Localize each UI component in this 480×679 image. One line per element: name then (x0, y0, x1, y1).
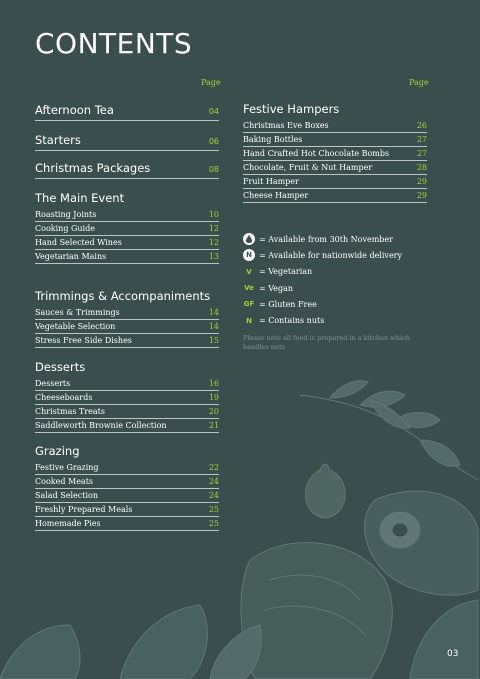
drop-icon (243, 233, 255, 245)
toc-item-label: Hand Crafted Hot Chocolate Bombs (243, 149, 390, 158)
section-heading-row (35, 133, 219, 151)
section-title: Afternoon Tea (35, 103, 114, 117)
gluten-free-icon: GF (243, 300, 255, 309)
page-number: 24 (208, 491, 219, 500)
toc-item[interactable] (35, 391, 219, 405)
toc-item[interactable] (243, 189, 427, 203)
toc-item-label: Vegetable Selection (35, 322, 116, 331)
toc-item[interactable] (35, 377, 219, 391)
legend-item (243, 312, 402, 328)
toc-item[interactable] (35, 334, 219, 348)
toc-item-label: Festive Grazing (35, 463, 99, 472)
page-number: 12 (208, 238, 219, 247)
toc-item[interactable] (35, 250, 219, 264)
page-number: 27 (416, 149, 427, 158)
section-heading (35, 360, 219, 377)
toc-section-main-event (35, 191, 219, 264)
vegan-icon: Ve (244, 284, 254, 293)
page-number: 19 (208, 393, 219, 402)
page-number: 28 (416, 163, 427, 172)
section-heading (35, 289, 219, 306)
toc-item-label: Cooking Guide (35, 224, 95, 233)
toc-section-festive-hampers (243, 102, 427, 203)
toc-section-trimmings (35, 289, 219, 348)
toc-item-label: Chocolate, Fruit & Nut Hamper (243, 163, 373, 172)
legend-item (243, 231, 402, 247)
legend-item (243, 247, 402, 263)
dietary-legend (243, 231, 402, 329)
toc-item[interactable] (35, 405, 219, 419)
toc-item-label: Hand Selected Wines (35, 238, 122, 247)
toc-item[interactable] (35, 208, 219, 222)
legend-text: = Available from 30th November (259, 234, 393, 244)
section-title: Desserts (35, 360, 86, 374)
toc-section-christmas-packages[interactable] (35, 161, 219, 179)
toc-item-label: Baking Bottles (243, 135, 303, 144)
toc-item-label: Homemade Pies (35, 519, 101, 528)
legend-item (243, 264, 402, 280)
toc-section-grazing (35, 444, 219, 531)
section-title: Festive Hampers (243, 102, 340, 116)
toc-item[interactable] (35, 236, 219, 250)
page-number: 22 (208, 463, 219, 472)
legend-text: = Vegan (259, 283, 294, 293)
page-number: 14 (208, 322, 219, 331)
toc-item-label: Freshly Prepared Meals (35, 505, 133, 514)
page-column-label-right: Page (409, 78, 429, 87)
toc-item[interactable] (243, 147, 427, 161)
toc-item[interactable] (35, 222, 219, 236)
toc-item-label: Roasting Joints (35, 210, 97, 219)
nationwide-icon: N (243, 249, 255, 261)
section-heading (35, 191, 219, 208)
page-number: 08 (208, 165, 219, 174)
toc-section-desserts (35, 360, 219, 433)
section-title: Christmas Packages (35, 161, 151, 175)
toc-item-label: Stress Free Side Dishes (35, 336, 132, 345)
toc-item[interactable] (243, 175, 427, 189)
section-heading-row (35, 161, 219, 179)
toc-item[interactable] (243, 161, 427, 175)
page-number: 04 (208, 107, 219, 116)
page-number: 24 (208, 477, 219, 486)
toc-item-label: Christmas Eve Boxes (243, 121, 329, 130)
page-number: 25 (208, 519, 219, 528)
page-number: 15 (208, 336, 219, 345)
legend-text: = Available for nationwide delivery (259, 250, 403, 260)
page-title: CONTENTS (35, 27, 193, 60)
page-column-label-left: Page (201, 78, 221, 87)
toc-item-label: Vegetarian Mains (35, 252, 107, 261)
toc-item-label: Sauces & Trimmings (35, 308, 120, 317)
allergen-note: Please note all food is prepared in a kitchen which handles nuts (243, 334, 410, 351)
toc-item[interactable] (35, 475, 219, 489)
section-heading (243, 102, 427, 119)
page-number: 10 (208, 210, 219, 219)
page-number: 25 (208, 505, 219, 514)
toc-item-label: Saddleworth Brownie Collection (35, 421, 167, 430)
page-number-footer: 03 (447, 649, 459, 659)
toc-item-label: Salad Selection (35, 491, 98, 500)
page-number: 26 (416, 121, 427, 130)
section-title: Starters (35, 133, 81, 147)
toc-section-afternoon-tea[interactable] (35, 103, 219, 121)
toc-section-starters[interactable] (35, 133, 219, 151)
legend-text: = Vegetarian (259, 267, 313, 277)
page-number: 21 (208, 421, 219, 430)
legend-text: = Gluten Free (259, 299, 317, 309)
page-number: 13 (208, 252, 219, 261)
page-number: 29 (416, 177, 427, 186)
vegetarian-icon: V (246, 267, 252, 276)
toc-item[interactable] (35, 419, 219, 433)
toc-item[interactable] (35, 306, 219, 320)
page-number: 20 (208, 407, 219, 416)
toc-item[interactable] (35, 489, 219, 503)
section-title: Trimmings & Accompaniments (35, 289, 211, 303)
section-heading (35, 444, 219, 461)
legend-item (243, 280, 402, 296)
nuts-icon: N (246, 316, 252, 325)
toc-item-label: Cheeseboards (35, 393, 93, 402)
page-number: 12 (208, 224, 219, 233)
page-number: 16 (208, 379, 219, 388)
toc-item[interactable] (35, 461, 219, 475)
page-number: 27 (416, 135, 427, 144)
toc-item[interactable] (35, 503, 219, 517)
toc-item-label: Fruit Hamper (243, 177, 299, 186)
toc-item-label: Cheese Hamper (243, 191, 309, 200)
legend-item (243, 296, 402, 312)
toc-item-label: Christmas Treats (35, 407, 105, 416)
page-number: 06 (208, 137, 219, 146)
toc-item-label: Cooked Meats (35, 477, 94, 486)
toc-item-label: Desserts (35, 379, 71, 388)
toc-item[interactable] (243, 119, 427, 133)
section-title: Grazing (35, 444, 80, 458)
page-number: 14 (208, 308, 219, 317)
page-number: 29 (416, 191, 427, 200)
toc-item[interactable] (35, 320, 219, 334)
section-heading-row (35, 103, 219, 121)
toc-item[interactable] (35, 517, 219, 531)
toc-item[interactable] (243, 133, 427, 147)
legend-text: = Contains nuts (259, 316, 325, 326)
section-title: The Main Event (35, 191, 125, 205)
